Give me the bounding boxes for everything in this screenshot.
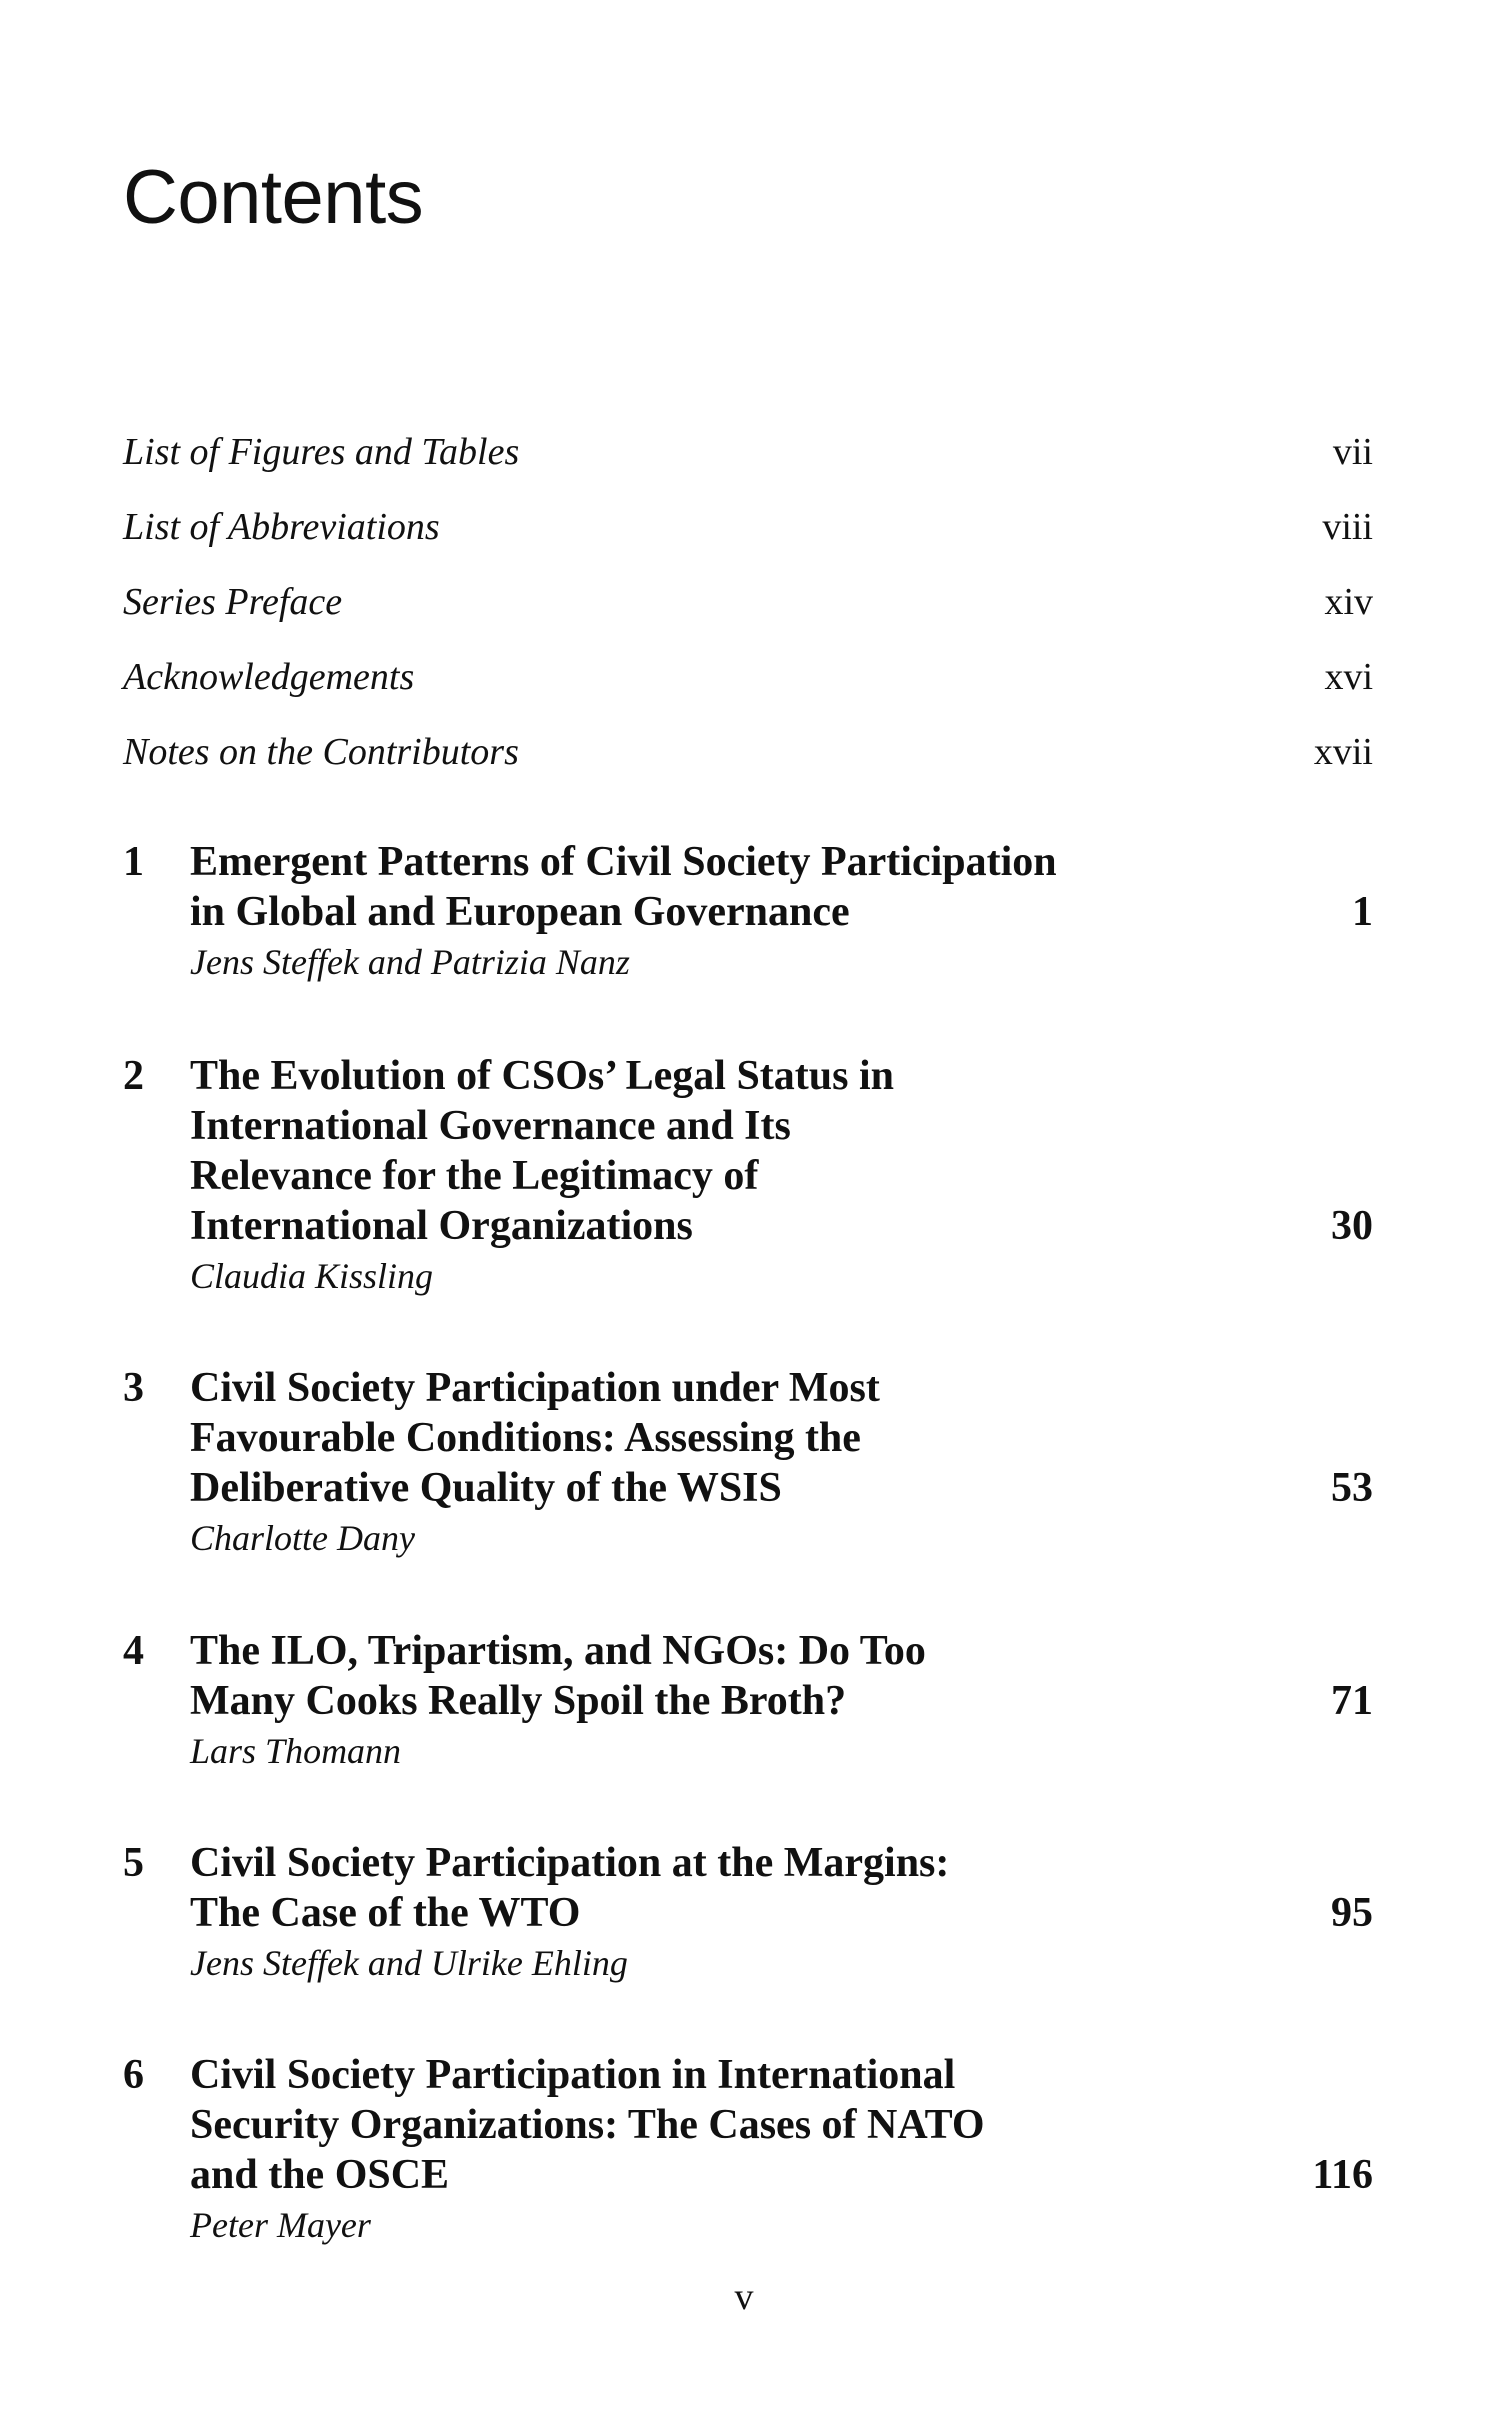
- chapter-title-line: The Evolution of CSOs’ Legal Status in: [190, 1053, 895, 1099]
- chapter-title-line: Civil Society Participation at the Margins:: [190, 1840, 950, 1886]
- chapter-title-line: in Global and European Governance: [190, 889, 850, 935]
- page-number: v: [734, 2276, 754, 2318]
- chapter-author: Claudia Kissling: [190, 1256, 434, 1296]
- chapter-number: 2: [123, 1053, 144, 1099]
- front-matter-label: Acknowledgements: [123, 656, 415, 698]
- chapter-number: 5: [123, 1840, 144, 1886]
- chapter-number: 6: [123, 2052, 144, 2098]
- chapter-entry-2[interactable]: [123, 1051, 1373, 1301]
- chapter-entry-5[interactable]: [123, 1838, 1373, 1988]
- chapter-entry-1[interactable]: [123, 837, 1373, 987]
- page-title: Contents: [123, 155, 424, 240]
- front-matter-label: List of Figures and Tables: [123, 431, 520, 473]
- front-matter-item[interactable]: [123, 733, 1373, 771]
- chapter-title-line: Many Cooks Really Spoil the Broth?: [190, 1678, 847, 1724]
- chapter-title-line: Security Organizations: The Cases of NATO: [190, 2102, 985, 2148]
- chapter-number: 3: [123, 1365, 144, 1411]
- chapter-entry-6[interactable]: [123, 2050, 1373, 2250]
- chapter-title: [190, 837, 1190, 937]
- chapter-title-line: Civil Society Participation under Most: [190, 1365, 880, 1411]
- front-matter-item[interactable]: [123, 433, 1373, 471]
- front-matter-label: List of Abbreviations: [123, 506, 440, 548]
- chapter-title-line: The Case of the WTO: [190, 1890, 581, 1936]
- chapter-author: Peter Mayer: [190, 2205, 371, 2245]
- chapter-title-line: Emergent Patterns of Civil Society Participation: [190, 839, 1057, 885]
- chapter-title-line: Deliberative Quality of the WSIS: [190, 1465, 782, 1511]
- front-matter-page: viii: [1322, 506, 1373, 548]
- front-matter-page: xiv: [1324, 581, 1373, 623]
- chapter-title-line: Relevance for the Legitimacy of: [190, 1153, 759, 1199]
- chapter-page: 1: [1352, 889, 1373, 935]
- chapter-page: 95: [1331, 1890, 1373, 1936]
- chapter-entry-4[interactable]: [123, 1626, 1373, 1776]
- chapter-title: [190, 2050, 1190, 2200]
- chapter-author: Jens Steffek and Patrizia Nanz: [190, 942, 630, 982]
- chapter-title: [190, 1838, 1190, 1938]
- chapter-author: Jens Steffek and Ulrike Ehling: [190, 1943, 628, 1983]
- front-matter-page: xvi: [1324, 656, 1373, 698]
- chapter-title: [190, 1363, 1190, 1513]
- chapter-page: 71: [1331, 1678, 1373, 1724]
- front-matter-item[interactable]: [123, 508, 1373, 546]
- chapter-author: Charlotte Dany: [190, 1518, 415, 1558]
- chapter-page: 53: [1331, 1465, 1373, 1511]
- chapter-entry-3[interactable]: [123, 1363, 1373, 1563]
- chapter-page: 116: [1312, 2152, 1373, 2198]
- chapter-title: [190, 1051, 1190, 1251]
- chapter-title: [190, 1626, 1190, 1726]
- front-matter-label: Notes on the Contributors: [123, 731, 519, 773]
- front-matter-item[interactable]: [123, 583, 1373, 621]
- front-matter-label: Series Preface: [123, 581, 343, 623]
- chapter-title-line: International Governance and Its: [190, 1103, 791, 1149]
- chapter-page: 30: [1331, 1203, 1373, 1249]
- front-matter-page: xvii: [1313, 731, 1373, 773]
- front-matter-item[interactable]: [123, 658, 1373, 696]
- chapter-number: 4: [123, 1628, 144, 1674]
- chapter-title-line: and the OSCE: [190, 2152, 450, 2198]
- chapter-number: 1: [123, 839, 144, 885]
- chapter-author: Lars Thomann: [190, 1731, 402, 1771]
- chapter-title-line: The ILO, Tripartism, and NGOs: Do Too: [190, 1628, 926, 1674]
- chapter-title-line: Civil Society Participation in International: [190, 2052, 956, 2098]
- chapter-title-line: Favourable Conditions: Assessing the: [190, 1415, 861, 1461]
- chapter-title-line: International Organizations: [190, 1203, 693, 1249]
- front-matter-page: vii: [1332, 431, 1373, 473]
